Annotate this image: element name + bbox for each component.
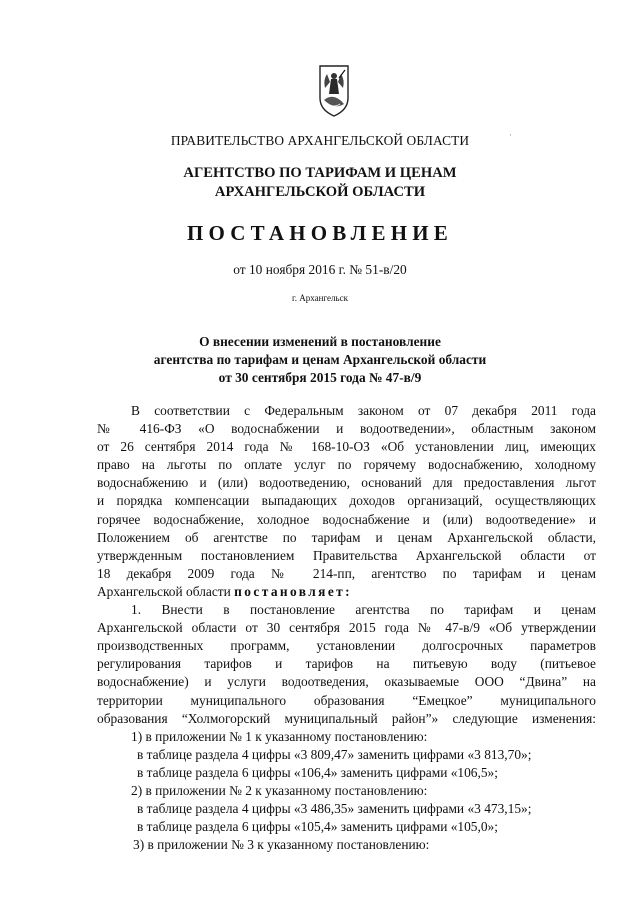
coat-of-arms-icon <box>318 64 350 118</box>
preamble-line: право на льготы по оплате услуг по горячему водоснабжению, холодному <box>97 457 596 473</box>
item1-line: образования “Холмогорский муниципальный район”» следующие изменения: <box>97 710 596 726</box>
agency-name-line1: АГЕНТСТВО ПО ТАРИФАМ И ЦЕНАМ <box>183 165 457 181</box>
subitem-heading: 2) в приложении № 2 к указанному постановлению: <box>131 782 428 798</box>
preamble-line: В соответствии с Федеральным законом от 07 декабря 2011 года <box>131 403 596 418</box>
subject-line-3: от 30 сентября 2015 года № 47-в/9 <box>218 370 422 385</box>
preamble-line: водоснабжению и (или) водоотведению, оснований для предоставления льгот <box>97 475 596 491</box>
item1-line: территории муниципального образования “Емецкое” муниципального <box>97 692 596 708</box>
document-type-title: ПОСТАНОВЛЕНИЕ <box>186 221 454 245</box>
scan-mark: · <box>509 130 512 140</box>
item1-line: Архангельской области от 30 сентября 2015 года № 47-в/9 «Об утверждении <box>97 620 596 636</box>
resolves-keyword: постановляет: <box>234 583 353 599</box>
government-name: ПРАВИТЕЛЬСТВО АРХАНГЕЛЬСКОЙ ОБЛАСТИ <box>170 133 470 148</box>
item1-line: водоснабжение) и услуги водоотведения, оказываемые ООО “Двина” на <box>97 674 596 690</box>
preamble-line: от 26 сентября 2014 года № 168-10-ОЗ «Об установлении лиц, имеющих <box>97 439 596 455</box>
subject-line-2: агентства по тарифам и ценам Архангельской области <box>153 352 487 367</box>
preamble-region-text: Архангельской области <box>97 583 231 599</box>
preamble-line: 18 декабря 2009 года № 214-пп, агентство по тарифам и ценам <box>97 565 596 581</box>
subitem-heading: 3) в приложении № 3 к указанному постановлению: <box>133 837 430 853</box>
preamble-line: утвержденным постановлением Правительства Архангельской области от <box>97 547 596 563</box>
subitem-heading: 1) в приложении № 1 к указанному постановлению: <box>131 728 428 744</box>
item1-line: регулирования тарифов и тарифов на питьевую воду (питьевое <box>97 656 596 672</box>
subitem-change: в таблице раздела 6 цифры «105,4» заменить цифрами «105,0»; <box>137 819 498 835</box>
subitem-change: в таблице раздела 4 цифры «3 809,47» заменить цифрами «3 813,70»; <box>137 746 532 762</box>
document-date-number: от 10 ноября 2016 г. № 51-в/20 <box>233 262 407 277</box>
preamble-line: горячее водоснабжение, холодное водоснабжение и (или) водоотведение» и <box>97 511 596 527</box>
item1-line: 1. Внести в постановление агентства по тарифам и ценам <box>131 602 596 618</box>
preamble-line: № 416-ФЗ «О водоснабжении и водоотведении», областным законом <box>97 421 596 437</box>
subitem-change: в таблице раздела 4 цифры «3 486,35» заменить цифрами «3 473,15»; <box>137 801 532 817</box>
item1-line: производственных программ, установлении долгосрочных параметров <box>97 638 596 654</box>
agency-name-line2: АРХАНГЕЛЬСКОЙ ОБЛАСТИ <box>214 184 426 200</box>
preamble-line: и порядка компенсации выпадающих доходов организаций, осуществляющих <box>97 493 596 509</box>
subitem-change: в таблице раздела 6 цифры «106,4» заменить цифрами «106,5»; <box>137 764 498 780</box>
preamble-line <box>97 583 596 601</box>
subject-line-1: О внесении изменений в постановление <box>199 334 441 349</box>
preamble-line: Положением об агентстве по тарифам и ценам Архангельской области, <box>97 529 596 545</box>
document-city: г. Архангельск <box>292 293 348 303</box>
preamble-paragraph <box>97 402 596 854</box>
